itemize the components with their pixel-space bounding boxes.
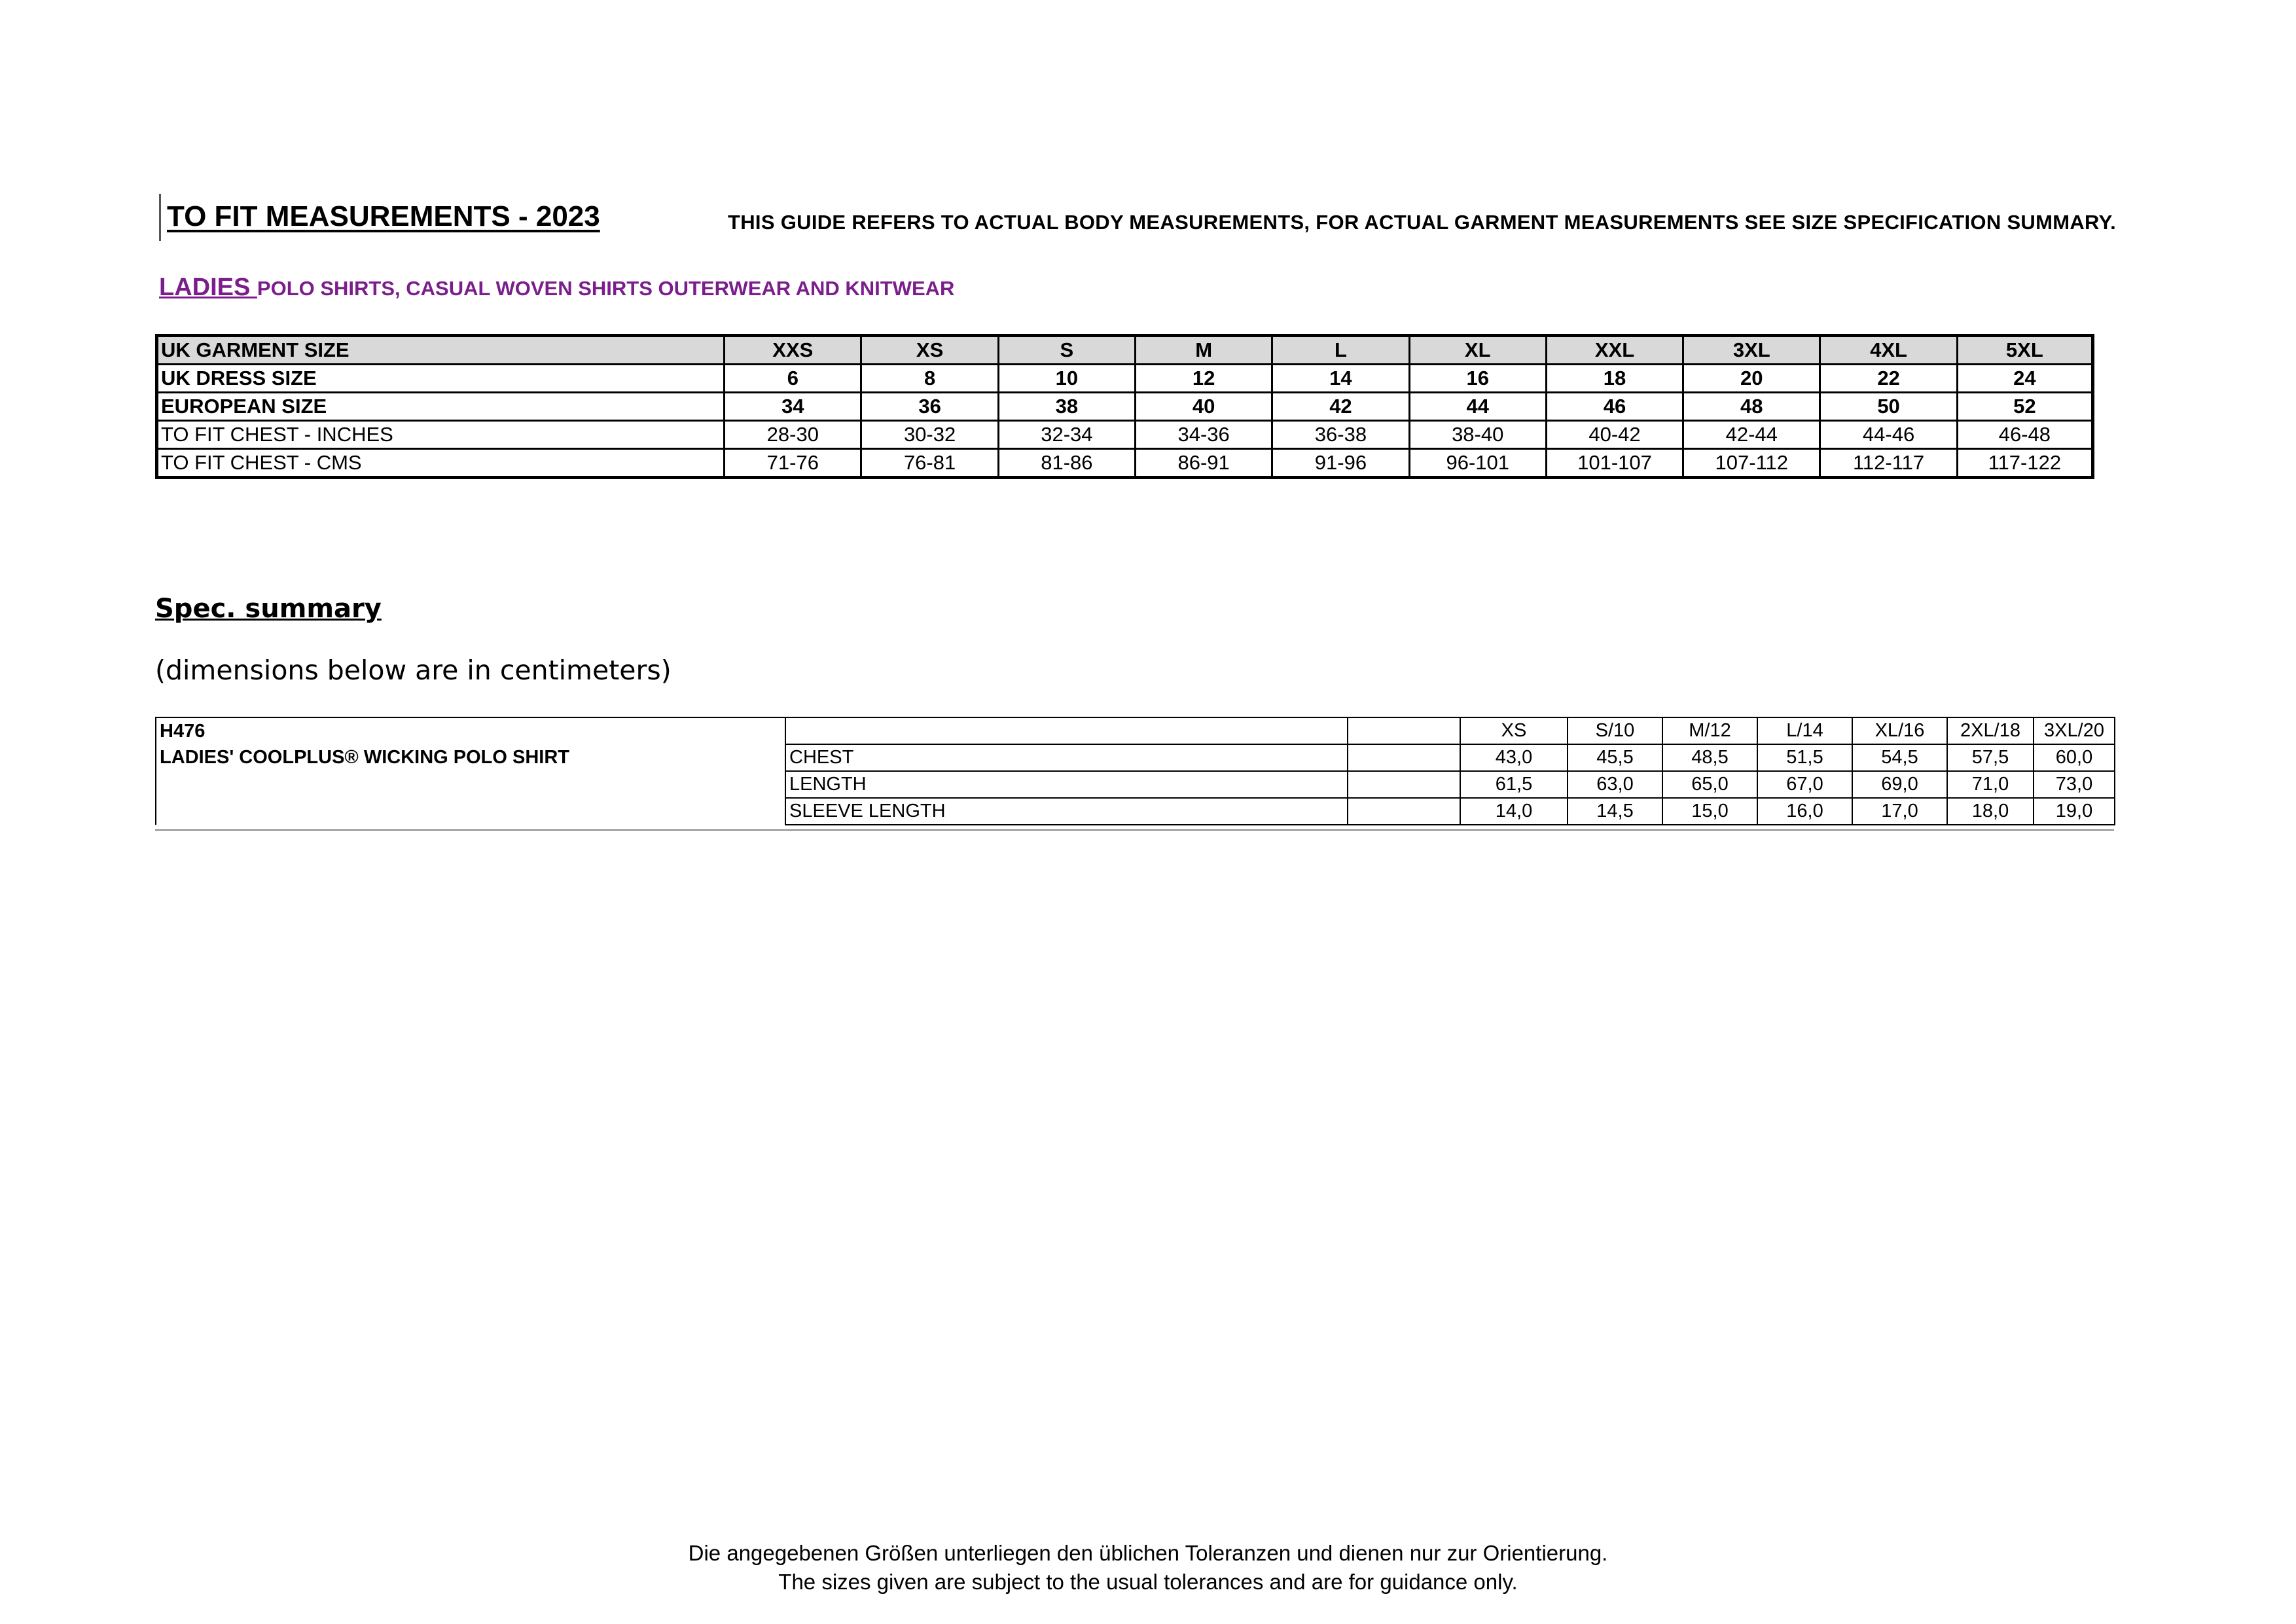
- size-cell: S: [998, 336, 1135, 365]
- spec-value: 17,0: [1852, 798, 1947, 825]
- size-cell: L: [1272, 336, 1409, 365]
- size-cell: XXS: [725, 336, 861, 365]
- spec-size-header: L/14: [1757, 717, 1852, 744]
- size-cell: 50: [1820, 393, 1957, 421]
- size-row-uk-dress: [157, 365, 2093, 393]
- guide-note: THIS GUIDE REFERS TO ACTUAL BODY MEASUREMENTS, FOR ACTUAL GARMENT MEASUREMENTS SEE SIZE SPECIFICATION SUMMARY.: [728, 211, 2117, 234]
- spec-value: 16,0: [1757, 798, 1852, 825]
- spec-value: 51,5: [1757, 744, 1852, 771]
- size-cell: 4XL: [1820, 336, 1957, 365]
- size-cell: 3XL: [1683, 336, 1820, 365]
- spec-value: 15,0: [1662, 798, 1757, 825]
- size-cell: 36: [861, 393, 998, 421]
- row-label: UK GARMENT SIZE: [157, 336, 725, 365]
- spec-value: 61,5: [1460, 771, 1568, 798]
- spec-row-length: [156, 771, 2115, 798]
- empty-cell: [1348, 798, 1460, 825]
- size-cell: 34: [725, 393, 861, 421]
- size-cell: 34-36: [1136, 421, 1272, 449]
- size-cell: 6: [725, 365, 861, 393]
- size-cell: 76-81: [861, 449, 998, 478]
- size-cell: 101-107: [1546, 449, 1683, 478]
- title-divider: [159, 194, 161, 241]
- size-row-uk-garment: [157, 336, 2093, 365]
- row-label: TO FIT CHEST - INCHES: [157, 421, 725, 449]
- spec-value: 48,5: [1662, 744, 1757, 771]
- spec-row-chest: [156, 744, 2115, 771]
- size-cell: 107-112: [1683, 449, 1820, 478]
- size-cell: 18: [1546, 365, 1683, 393]
- size-cell: 44-46: [1820, 421, 1957, 449]
- page-title: TO FIT MEASUREMENTS - 2023: [167, 200, 600, 232]
- empty-cell: [1348, 744, 1460, 771]
- empty-cell: [156, 798, 785, 825]
- size-cell: 96-101: [1409, 449, 1546, 478]
- size-cell: 22: [1820, 365, 1957, 393]
- spec-value: 45,5: [1568, 744, 1662, 771]
- spec-value: 43,0: [1460, 744, 1568, 771]
- spec-value: 71,0: [1947, 771, 2034, 798]
- spec-value: 57,5: [1947, 744, 2034, 771]
- spec-value: 14,0: [1460, 798, 1568, 825]
- spec-header-row: [156, 717, 2115, 744]
- size-cell: XL: [1409, 336, 1546, 365]
- spec-value: 67,0: [1757, 771, 1852, 798]
- size-cell: 38: [998, 393, 1135, 421]
- size-cell: XS: [861, 336, 998, 365]
- footer-line-de: Die angegebenen Größen unterliegen den üblichen Toleranzen und dienen nur zur Orientierung.: [688, 1541, 1608, 1565]
- spec-table-bottom-rule: [155, 829, 2114, 831]
- row-label: EUROPEAN SIZE: [157, 393, 725, 421]
- spec-units-note: (dimensions below are in centimeters): [155, 655, 672, 686]
- size-cell: 16: [1409, 365, 1546, 393]
- spec-value: 18,0: [1947, 798, 2034, 825]
- spec-value: 14,5: [1568, 798, 1662, 825]
- category-lead: LADIES: [159, 274, 257, 301]
- measurement-name: LENGTH: [785, 771, 1348, 798]
- size-cell: 112-117: [1820, 449, 1957, 478]
- row-label: UK DRESS SIZE: [157, 365, 725, 393]
- size-cell: 40-42: [1546, 421, 1683, 449]
- spec-value: 65,0: [1662, 771, 1757, 798]
- size-cell: 48: [1683, 393, 1820, 421]
- size-cell: 32-34: [998, 421, 1135, 449]
- spec-summary-title: Spec. summary: [155, 594, 382, 624]
- size-cell: 38-40: [1409, 421, 1546, 449]
- size-cell: 14: [1272, 365, 1409, 393]
- size-cell: 117-122: [1957, 449, 2092, 478]
- size-cell: 44: [1409, 393, 1546, 421]
- size-cell: 40: [1136, 393, 1272, 421]
- spec-size-header: M/12: [1662, 717, 1757, 744]
- spec-size-header: S/10: [1568, 717, 1662, 744]
- product-code: H476: [156, 717, 785, 744]
- size-row-chest-cms: [157, 449, 2093, 478]
- footer-line-en: The sizes given are subject to the usual tolerances and are for guidance only.: [778, 1570, 1518, 1594]
- spec-value: 60,0: [2034, 744, 2115, 771]
- spec-size-header: 3XL/20: [2034, 717, 2115, 744]
- spec-value: 19,0: [2034, 798, 2115, 825]
- size-row-european: [157, 393, 2093, 421]
- product-name: LADIES' COOLPLUS® WICKING POLO SHIRT: [156, 744, 785, 771]
- spec-size-header: XL/16: [1852, 717, 1947, 744]
- spec-value: 69,0: [1852, 771, 1947, 798]
- footer-disclaimer: [0, 1539, 2296, 1597]
- category-rest: POLO SHIRTS, CASUAL WOVEN SHIRTS OUTERWEAR AND KNITWEAR: [257, 277, 955, 300]
- size-cell: 46-48: [1957, 421, 2092, 449]
- row-label: TO FIT CHEST - CMS: [157, 449, 725, 478]
- measurement-name: CHEST: [785, 744, 1348, 771]
- empty-cell: [156, 771, 785, 798]
- size-cell: 52: [1957, 393, 2092, 421]
- size-cell: 24: [1957, 365, 2092, 393]
- spec-size-header: XS: [1460, 717, 1568, 744]
- size-cell: 10: [998, 365, 1135, 393]
- spec-value: 63,0: [1568, 771, 1662, 798]
- category-subheading: [159, 274, 954, 302]
- size-cell: 30-32: [861, 421, 998, 449]
- measurement-name: SLEEVE LENGTH: [785, 798, 1348, 825]
- size-cell: 46: [1546, 393, 1683, 421]
- size-cell: 71-76: [725, 449, 861, 478]
- size-cell: 8: [861, 365, 998, 393]
- empty-cell: [1348, 771, 1460, 798]
- size-cell: XXL: [1546, 336, 1683, 365]
- spec-value: 73,0: [2034, 771, 2115, 798]
- spec-value: 54,5: [1852, 744, 1947, 771]
- size-cell: 42: [1272, 393, 1409, 421]
- empty-cell: [785, 717, 1348, 744]
- spec-size-header: 2XL/18: [1947, 717, 2034, 744]
- size-cell: 86-91: [1136, 449, 1272, 478]
- size-cell: M: [1136, 336, 1272, 365]
- size-cell: 12: [1136, 365, 1272, 393]
- spec-table: [155, 717, 2115, 825]
- size-table: [155, 334, 2094, 479]
- size-cell: 36-38: [1272, 421, 1409, 449]
- empty-cell: [1348, 717, 1460, 744]
- size-cell: 5XL: [1957, 336, 2092, 365]
- size-cell: 91-96: [1272, 449, 1409, 478]
- size-cell: 42-44: [1683, 421, 1820, 449]
- size-row-chest-inches: [157, 421, 2093, 449]
- spec-row-sleeve-length: [156, 798, 2115, 825]
- size-cell: 81-86: [998, 449, 1135, 478]
- size-cell: 28-30: [725, 421, 861, 449]
- size-cell: 20: [1683, 365, 1820, 393]
